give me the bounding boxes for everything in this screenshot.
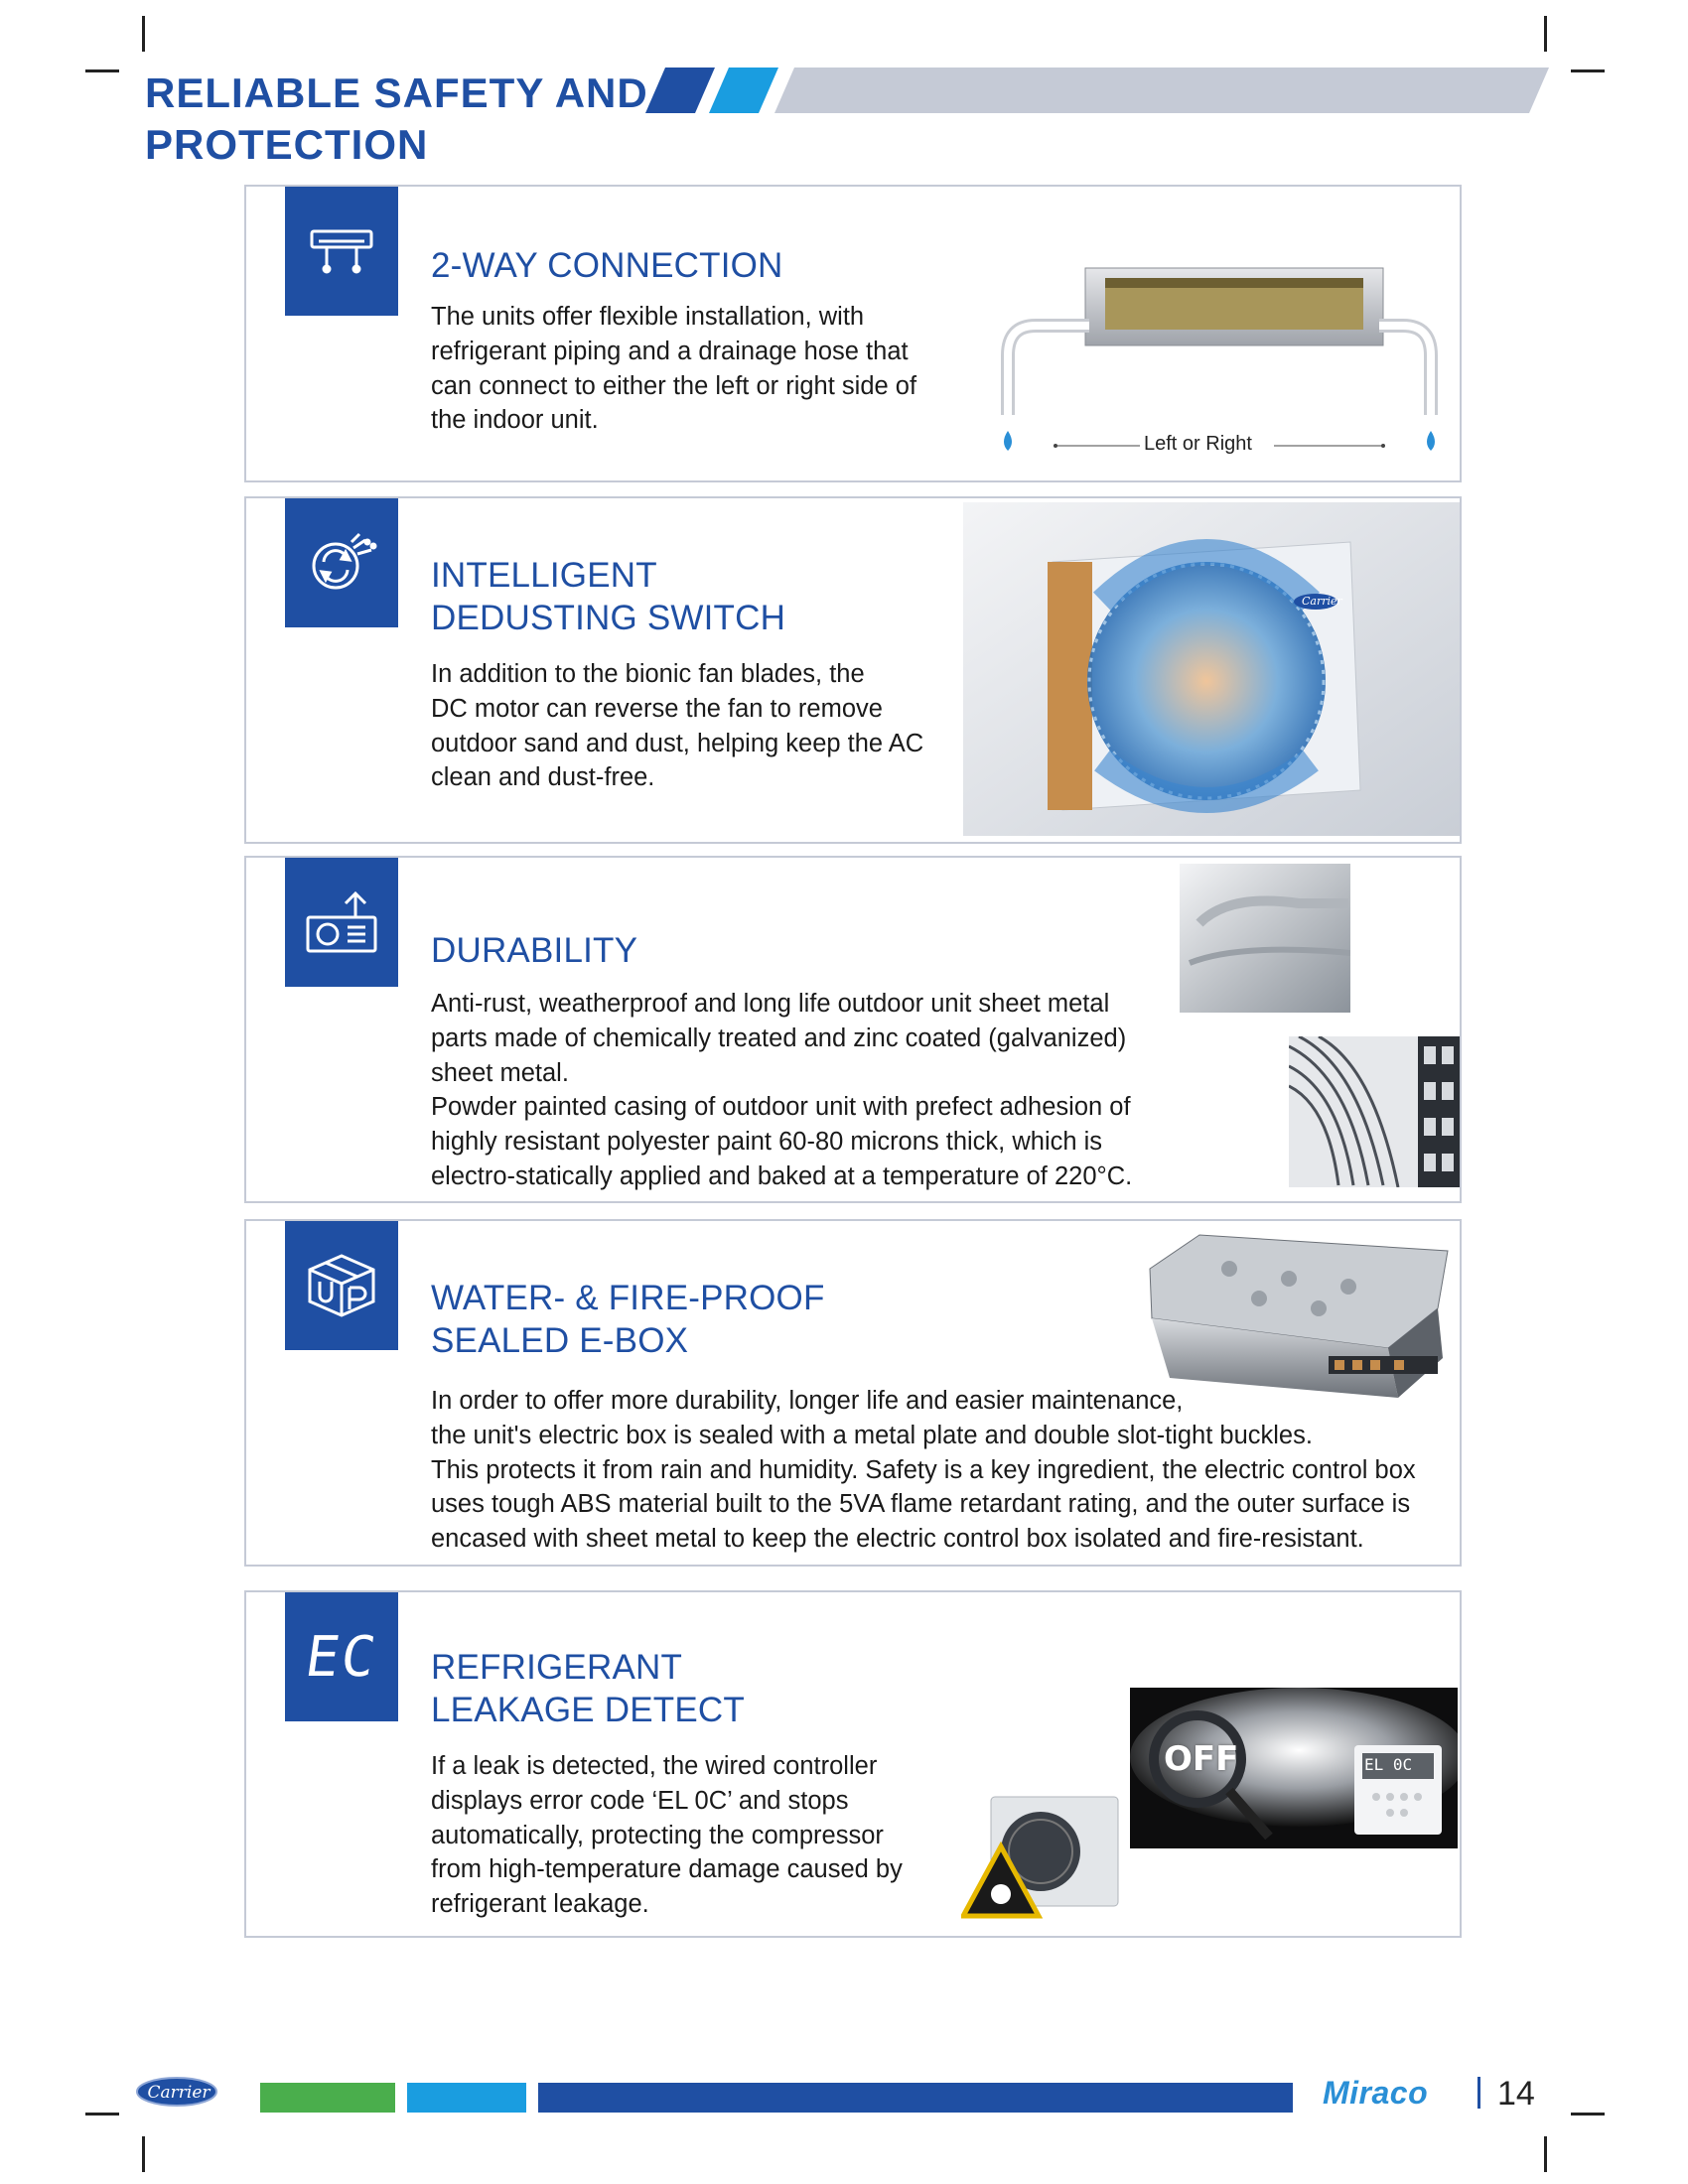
section-durability <box>244 856 1462 1203</box>
text-line: parts made of chemically treated and zinc coated (galvanized) <box>431 1024 1127 1052</box>
sheet-metal-image <box>1180 864 1350 1013</box>
text-line: The units offer flexible installation, with <box>431 303 865 331</box>
text-line: outdoor sand and dust, helping keep the AC <box>431 729 924 757</box>
section-title-line: WATER- & FIRE-PROOF <box>431 1279 825 1317</box>
crop-mark <box>142 16 145 52</box>
fan-dedust-icon <box>285 498 398 627</box>
text-line: DC motor can reverse the fan to remove <box>431 694 883 723</box>
ducted-unit-icon <box>285 187 398 316</box>
carrier-badge-text: Carrier <box>1302 595 1342 608</box>
page-title <box>145 68 648 171</box>
crop-mark <box>1571 69 1605 72</box>
section-title-line: REFRIGERANT <box>431 1648 683 1687</box>
section-description <box>431 987 1132 1194</box>
text-line: encased with sheet metal to keep the electric control box isolated and fire-resistant. <box>431 1525 1364 1554</box>
sealed-box-icon <box>285 1221 398 1350</box>
section-title <box>431 554 785 639</box>
page-title-line-2: PROTECTION <box>145 121 429 168</box>
text-line: highly resistant polyester paint 60-80 microns thick, which is <box>431 1128 1103 1157</box>
text-line: refrigerant leakage. <box>431 1890 649 1919</box>
ec-error-code-icon <box>285 1592 398 1721</box>
section-description <box>431 300 916 438</box>
outdoor-unit-warning-image <box>961 1787 1125 1926</box>
section-title <box>431 244 783 287</box>
text-line: uses tough ABS material built to the 5VA flame retardant rating, and the outer surface is <box>431 1490 1411 1519</box>
crop-mark <box>85 69 119 72</box>
section-intelligent-dedusting <box>244 496 1462 844</box>
outdoor-fan-image <box>963 502 1460 836</box>
section-description <box>431 1384 1416 1557</box>
section-description <box>431 657 923 795</box>
crop-mark <box>1571 2113 1605 2116</box>
drop-icon <box>1004 431 1012 451</box>
page-number: 14 <box>1497 2075 1535 2113</box>
text-line: Powder painted casing of outdoor unit with prefect adhesion of <box>431 1093 1131 1122</box>
text-line: displays error code ‘EL 0C’ and stops <box>431 1786 849 1815</box>
footer-bar-green <box>260 2083 395 2113</box>
text-line: automatically, protecting the compressor <box>431 1821 884 1849</box>
section-title <box>431 1277 825 1362</box>
outdoor-unit-durability-icon <box>285 858 398 987</box>
section-title <box>431 929 637 972</box>
crop-mark <box>85 2113 119 2116</box>
text-line: In addition to the bionic fan blades, the <box>431 660 865 688</box>
text-line: from high-temperature damage caused by <box>431 1855 903 1884</box>
section-title-line: INTELLIGENT <box>431 556 657 595</box>
header-decorative-bars <box>645 68 1549 113</box>
text-line: electro-statically applied and baked at a temperature of 220°C. <box>431 1161 1133 1190</box>
section-description <box>431 1749 903 1922</box>
section-title-line: 2-WAY CONNECTION <box>431 246 783 285</box>
section-title-line: DEDUSTING SWITCH <box>431 599 786 637</box>
text-line: sheet metal. <box>431 1058 569 1087</box>
diagram-label: Left or Right <box>1144 433 1252 455</box>
brand-wordmark: Miraco <box>1323 2075 1429 2111</box>
section-two-way-connection <box>244 185 1462 482</box>
text-line: the indoor unit. <box>431 406 599 435</box>
drop-icon <box>1427 431 1435 451</box>
crop-mark <box>1544 2136 1547 2172</box>
text-line: If a leak is detected, the wired controller <box>431 1752 878 1780</box>
carrier-logo-text: Carrier <box>147 2083 211 2103</box>
text-line: refrigerant piping and a drainage hose that <box>431 337 909 365</box>
ec-icon-text: EC <box>301 1624 382 1690</box>
controller-display-code: EL 0C <box>1364 1755 1413 1774</box>
text-line: This protects it from rain and humidity. Safety is a key ingredient, the electric control box <box>431 1455 1416 1484</box>
section-title-line: DURABILITY <box>431 931 638 970</box>
crop-mark <box>142 2136 145 2172</box>
section-refrigerant-leakage <box>244 1590 1462 1938</box>
crop-mark <box>1544 16 1547 52</box>
section-title-line: SEALED E-BOX <box>431 1321 689 1360</box>
outdoor-grille-image <box>1289 1036 1460 1187</box>
footer-bar-dark-blue <box>538 2083 1293 2113</box>
text-line: clean and dust-free. <box>431 763 655 792</box>
section-title-line: LEAKAGE DETECT <box>431 1691 745 1729</box>
text-line: the unit's electric box is sealed with a metal plate and double slot-tight buckles. <box>431 1421 1313 1449</box>
off-label: OFF <box>1164 1739 1239 1779</box>
section-title <box>431 1646 745 1731</box>
footer-separator <box>1477 2077 1480 2109</box>
footer-bar-light-blue <box>407 2083 526 2113</box>
e-box-image <box>1140 1229 1458 1403</box>
text-line: Anti-rust, weatherproof and long life outdoor unit sheet metal <box>431 990 1110 1018</box>
text-line: can connect to either the left or right side of <box>431 371 917 400</box>
page-title-line-1: RELIABLE SAFETY AND <box>145 69 648 116</box>
section-sealed-e-box <box>244 1219 1462 1567</box>
text-line: In order to offer more durability, longer life and easier maintenance, <box>431 1387 1184 1415</box>
